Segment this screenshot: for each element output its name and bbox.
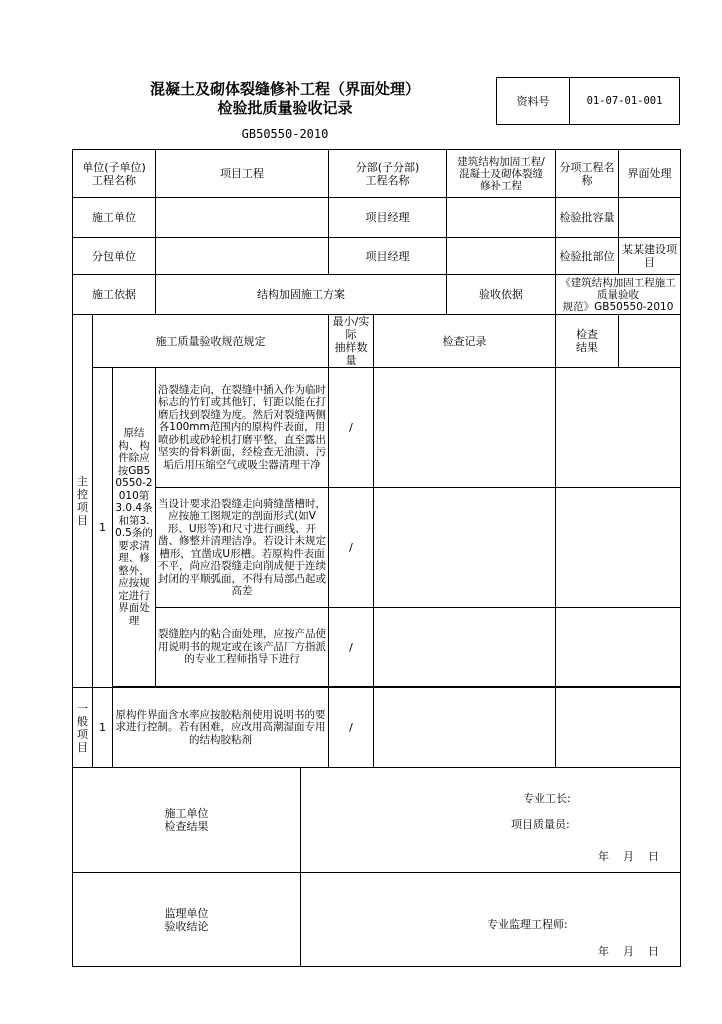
blank-cell	[619, 315, 681, 368]
general-item-number: 1	[93, 688, 113, 768]
main-row-1-record[interactable]	[374, 368, 556, 488]
reference-box	[496, 77, 680, 125]
project-manager-value[interactable]	[447, 198, 556, 238]
batch-location-label: 检验批部位	[556, 238, 619, 275]
main-row-3-sample[interactable]: /	[329, 608, 374, 687]
spec-header: 施工质量验收规范规定	[93, 315, 329, 368]
main-row-2-result[interactable]	[556, 488, 681, 608]
contractor-check-label: 施工单位 检查结果	[73, 768, 301, 873]
subitem-name-value[interactable]: 界面处理	[619, 150, 681, 198]
main-items-category	[73, 315, 93, 688]
construction-basis-value[interactable]: 结构加固施工方案	[156, 275, 447, 315]
contractor-signature-area[interactable]	[301, 768, 681, 873]
contractor-label: 施工单位	[73, 198, 156, 238]
foreman-label: 专业工长:	[523, 792, 571, 805]
main-row-1-sample[interactable]: /	[329, 368, 374, 488]
batch-capacity-value[interactable]	[619, 198, 681, 238]
supervisor-signature-area[interactable]	[301, 873, 681, 967]
main-item-number: 1	[93, 368, 113, 688]
main-row-2-text: 当设计要求沿裂缝走向骑缝凿槽时，应按施工图规定的剖面形式(如V形、U形等)和尺寸进行画线、开凿、修整并清理洁净。若设计未规定槽形，宜凿成U形槽。若原构件表面不平，尚应沿裂缝走向削成便于连续封闭的平顺弧面，不得有局部凸起或高差	[156, 488, 329, 608]
project-manager-label: 项目经理	[329, 198, 447, 238]
main-items-category-text: 主 控 项 目	[77, 475, 88, 527]
main-row-1-result[interactable]	[556, 368, 681, 488]
general-items-category-text: 一 般 项 目	[77, 701, 88, 754]
page-subtitle: 检验批质量验收记录	[217, 99, 353, 117]
acceptance-basis-value[interactable]: 《建筑结构加固工程施工质量验收 规范》GB50550-2010	[556, 275, 681, 315]
record-header: 检查记录	[374, 315, 556, 368]
main-row-3-record[interactable]	[374, 608, 556, 687]
general-item-sample[interactable]: /	[329, 688, 374, 768]
subcontract-manager-value[interactable]	[447, 238, 556, 275]
page-title: 混凝土及砌体裂缝修补工程（界面处理）	[149, 80, 420, 98]
main-item-requirement: 原结构、构件除应按GB50550-2010第3.0.4条和第3.0.5条的要求清理、修整外，应按规定进行界面处理	[113, 368, 156, 687]
contractor-date: 年 月 日	[598, 850, 659, 863]
unit-name-value[interactable]: 项目工程	[156, 150, 329, 198]
main-row-2-sample[interactable]: /	[329, 488, 374, 608]
main-row-3-result[interactable]	[556, 608, 681, 687]
supervisor-date: 年 月 日	[598, 945, 659, 958]
sample-header: 最小/实际 抽样数量	[329, 315, 374, 368]
reference-label: 资料号	[497, 78, 570, 124]
division-name-value[interactable]: 建筑结构加固工程/ 混凝土及砌体裂缝 修补工程	[447, 150, 556, 198]
batch-capacity-label: 检验批容量	[556, 198, 619, 238]
subcontract-manager-label: 项目经理	[329, 238, 447, 275]
subitem-name-label: 分项工程名称	[556, 150, 619, 198]
subcontractor-value[interactable]	[156, 238, 329, 275]
result-header: 检查 结果	[556, 315, 619, 368]
general-item-record[interactable]	[374, 688, 556, 768]
general-item-text: 原构件界面含水率应按胶粘剂使用说明书的要求进行控制。若有困难，应改用高潮湿面专用的结构胶粘剂	[113, 688, 329, 768]
batch-location-value[interactable]: 某某建设项目	[619, 238, 681, 275]
main-row-1-text: 沿裂缝走向，在裂缝中插入作为临时标志的竹钉或其他钉，钉距以能在打磨后找到裂缝为度。然后对裂缝两侧各100mm范围内的原构件表面，用喷砂机或砂轮机打磨平整，直至露出坚实的骨料新面，经检查无油渍、污垢后用压缩空气或吸尘器清理干净	[156, 368, 329, 488]
main-row-2-record[interactable]	[374, 488, 556, 608]
supervisor-conclusion-label: 监理单位 验收结论	[73, 873, 301, 967]
quality-inspector-label: 项目质量员:	[511, 818, 570, 831]
acceptance-basis-label: 验收依据	[447, 275, 556, 315]
reference-value[interactable]: 01-07-01-001	[586, 95, 663, 107]
construction-basis-label: 施工依据	[73, 275, 156, 315]
supervising-engineer-label: 专业监理工程师:	[487, 918, 568, 931]
main-row-3-text: 裂缝腔内的粘合面处理，应按产品使用说明书的规定或在该产品厂方指派的专业工程师指导下进行	[156, 608, 329, 687]
division-name-label: 分部(子分部) 工程名称	[329, 150, 447, 198]
inspection-table	[72, 149, 681, 967]
unit-name-label: 单位(子单位) 工程名称	[73, 150, 156, 198]
general-items-category	[73, 688, 93, 768]
standard-code: GB50550-2010	[241, 127, 329, 141]
subcontractor-label: 分包单位	[73, 238, 156, 275]
general-item-result[interactable]	[556, 688, 681, 768]
contractor-value[interactable]	[156, 198, 329, 238]
